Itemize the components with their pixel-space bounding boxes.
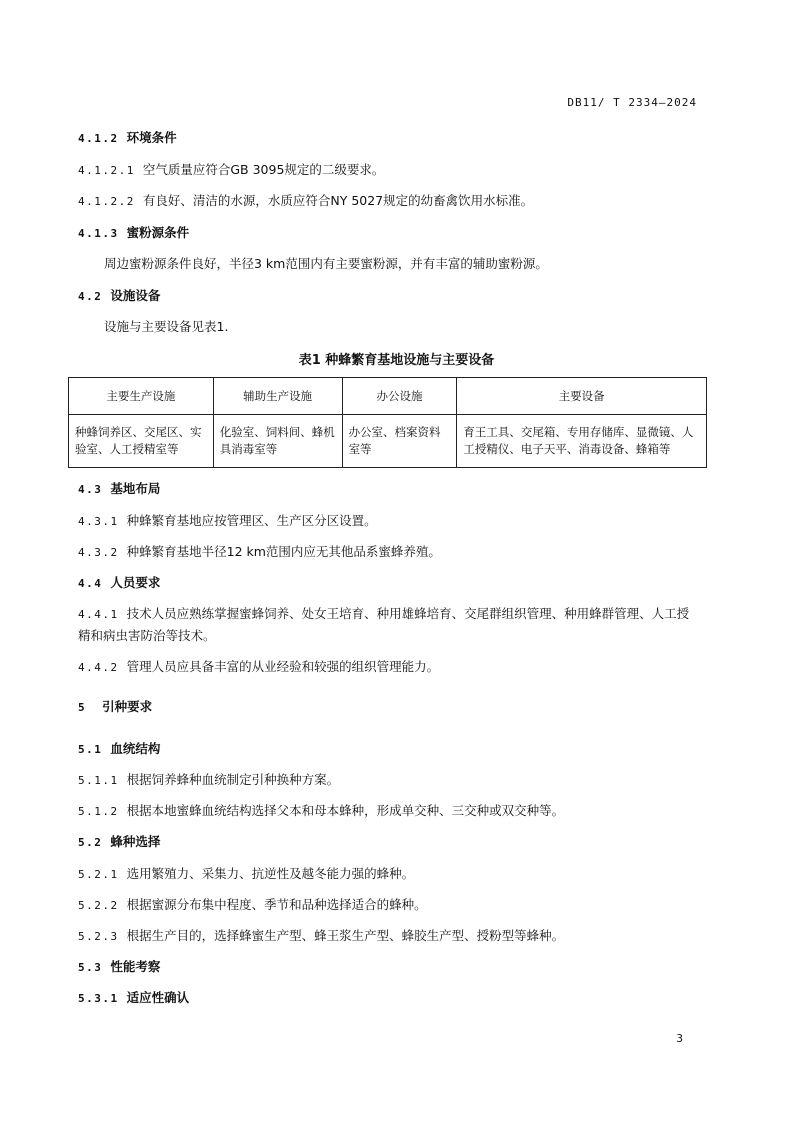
clause-number: 5.2.1 [78,868,119,881]
section-number: 4.1.3 [78,227,119,240]
clause-text: 技术人员应熟练掌握蜜蜂饲养、处女王培育、种用雄蜂培育、交尾群组织管理、种用蜂群管理、人工授精和病虫害防治等技术。 [78,606,690,643]
clause-4-3-2 [78,544,441,561]
section-title: 环境条件 [126,130,177,145]
clause-text: 根据饲养蜂种血统制定引种换种方案。 [126,772,340,787]
clause-number: 5.2.3 [78,930,119,943]
chapter-title: 引种要求 [102,699,153,714]
section-number: 5.3 [78,961,103,974]
section-number: 5.1 [78,743,103,756]
paragraph-4-2: 设施与主要设备见表1. [104,319,229,334]
clause-number: 4.4.2 [78,661,119,674]
clause-4-1-2-2 [78,193,533,210]
section-number: 4.4 [78,577,103,590]
table-header-cell: 主要生产设施 [69,378,214,415]
clause-5-2-2 [78,897,427,914]
clause-number: 5.1.2 [78,805,119,818]
clause-text: 根据本地蜜蜂血统结构选择父本和母本蜂种，形成单交种、三交种或双交种等。 [126,803,565,818]
section-number: 4.3 [78,483,103,496]
section-4-2 [78,288,160,305]
table-cell: 种蜂饲养区、交尾区、实验室、人工授精室等 [69,415,214,468]
section-number: 5.3.1 [78,992,119,1005]
clause-number: 5.1.1 [78,774,119,787]
clause-4-4-2 [78,659,439,676]
clause-number: 4.1.2.1 [78,164,135,177]
clause-5-1-2 [78,803,564,820]
page-number: 3 [676,1032,683,1045]
clause-text: 种蜂繁育基地半径12 km范围内应无其他品系蜜蜂养殖。 [126,544,441,559]
clause-4-1-2-1 [78,162,384,179]
section-4-1-3 [78,225,189,242]
section-number: 4.2 [78,290,103,303]
clause-4-4-1 [78,603,693,646]
clause-text: 根据生产目的，选择蜂蜜生产型、蜂王浆生产型、蜂胶生产型、授粉型等蜂种。 [126,928,565,943]
section-4-3 [78,481,160,498]
clause-number: 4.3.1 [78,515,119,528]
clause-text: 种蜂繁育基地应按管理区、生产区分区设置。 [126,513,377,528]
section-title: 适应性确认 [126,990,190,1005]
clause-text: 空气质量应符合GB 3095规定的二级要求。 [142,162,385,177]
table-cell: 育王工具、交尾箱、专用存储库、显微镜、人工授精仪、电子天平、消毒设备、蜂箱等 [457,415,707,468]
clause-text: 根据蜜源分布集中程度、季节和品种选择适合的蜂种。 [126,897,427,912]
clause-text: 有良好、清洁的水源，水质应符合NY 5027规定的幼畜禽饮用水标准。 [142,193,534,208]
table-cell: 办公室、档案资料室等 [342,415,457,468]
section-title: 蜜粉源条件 [126,225,190,240]
section-title: 血统结构 [110,741,161,756]
clause-5-1-1 [78,772,339,789]
section-4-1-2 [78,130,177,147]
section-title: 基地布局 [110,481,161,496]
table-caption: 表1 种蜂繁育基地设施与主要设备 [298,353,495,368]
section-title: 蜂种选择 [110,834,161,849]
clause-text: 管理人员应具备丰富的从业经验和较强的组织管理能力。 [126,659,440,674]
table-row [69,415,707,468]
section-title: 设施设备 [110,288,161,303]
table-cell: 化验室、饲料间、蜂机具消毒室等 [213,415,342,468]
clause-number: 4.1.2.2 [78,195,135,208]
chapter-5 [78,699,152,716]
section-number: 5.2 [78,836,103,849]
section-4-4 [78,575,160,592]
clause-5-2-3 [78,928,564,945]
section-5-3-1 [78,990,189,1007]
clause-number: 5.2.2 [78,899,119,912]
section-5-1 [78,741,160,758]
section-5-3 [78,959,160,976]
table-header-row [69,378,707,415]
facilities-table [68,377,707,468]
section-number: 4.1.2 [78,132,119,145]
chapter-number: 5 [78,701,87,714]
section-5-2 [78,834,160,851]
section-title: 性能考察 [110,959,161,974]
doc-code-header: DB11/ T 2334—2024 [567,96,697,109]
clause-4-3-1 [78,513,377,530]
section-title: 人员要求 [110,575,161,590]
table-header-cell: 辅助生产设施 [213,378,342,415]
table-header-cell: 办公设施 [342,378,457,415]
clause-text: 选用繁殖力、采集力、抗逆性及越冬能力强的蜂种。 [126,866,415,881]
clause-number: 4.4.1 [78,608,119,621]
paragraph-4-1-3: 周边蜜粉源条件良好，半径3 km范围内有主要蜜粉源，并有丰富的辅助蜜粉源。 [104,256,548,271]
clause-5-2-1 [78,866,414,883]
clause-number: 4.3.2 [78,546,119,559]
table-header-cell: 主要设备 [457,378,707,415]
